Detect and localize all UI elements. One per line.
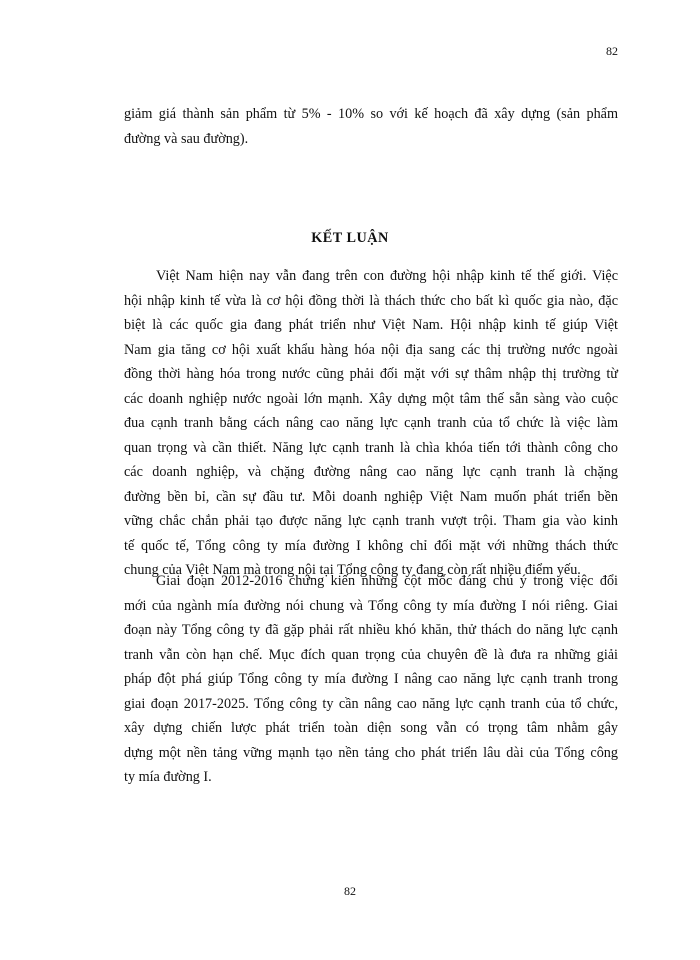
text-line: mới của ngành mía đường nói chung và Tổng công ty mía đường I nói riêng. Giai xyxy=(124,597,618,614)
page-number-bottom: 82 xyxy=(344,884,356,898)
text-line: ty mía đường I. xyxy=(124,769,212,785)
text-line: hội nhập kinh tế vừa là cơ hội đồng thời là thách thức cho bất kì quốc gia nào, đặc xyxy=(124,292,618,309)
text-line: Giai đoạn 2012-2016 chứng kiến những cột mốc đáng chú ý trong việc đổi xyxy=(156,573,618,589)
text-line: xây dựng chiến lược phát triển toàn diện song vẫn có trọng tâm nhằm gây xyxy=(124,720,618,736)
text-line: đường và sau đường). xyxy=(124,130,249,147)
text-line: quan trọng và cần thiết. Năng lực cạnh tranh là chìa khóa tiến tới thành công cho xyxy=(124,439,618,456)
page-number-top: 82 xyxy=(606,44,618,58)
text-line: đoạn này Tổng công ty đã gặp phải rất nhiều khó khăn, thử thách do năng lực cạnh xyxy=(124,622,618,638)
text-line: tranh vẫn còn hạn chế. Mục đích quan trọng của chuyên đề là đưa ra những giải xyxy=(124,646,618,663)
conclusion-paragraph-1 xyxy=(124,264,618,583)
text-line: pháp đột phá giúp Tổng công ty mía đường I nâng cao năng lực cạnh tranh trong xyxy=(124,671,618,687)
text-line: giảm giá thành sản phẩm từ 5% - 10% so với kế hoạch đã xây dựng (sản phẩm xyxy=(124,106,618,122)
text-line: đồng thời hàng hóa trong nước cũng phải đối mặt với sự thâm nhập thị trường từ xyxy=(124,366,618,382)
paragraph-continuation xyxy=(124,102,618,151)
text-line: dựng một nền tảng vững mạnh tạo nền tảng cho phát triển lâu dài của Tổng công xyxy=(124,744,618,761)
text-line: Việt Nam hiện nay vẫn đang trên con đường hội nhập kinh tế thế giới. Việc xyxy=(156,268,618,284)
text-line: đua cạnh tranh bằng cách nâng cao năng lực cạnh tranh của tổ chức là việc làm xyxy=(124,415,618,431)
text-line: biệt là các quốc gia đang phát triển như Việt Nam. Hội nhập kinh tế giúp Việt xyxy=(124,317,618,333)
text-line: tế quốc tế, Tổng công ty mía đường I không chỉ đối mặt với những thách thức xyxy=(124,537,618,554)
conclusion-paragraph-2 xyxy=(124,569,618,790)
text-line: các doanh nghiệp nước ngoài lớn mạnh. Xây dựng một tâm thế sẵn sàng vào cuộc xyxy=(124,390,618,407)
text-line: chung của Việt Nam mà trong nội tại Tổng công ty đang còn rất nhiều điểm yếu. xyxy=(124,562,581,578)
text-line: các doanh nghiệp, và chặng đường nâng cao năng lực cạnh tranh là chặng xyxy=(124,464,618,480)
text-line: giai đoạn 2017-2025. Tổng công ty cần nâng cao năng lực cạnh tranh của tổ chức, xyxy=(124,695,618,712)
section-heading: KẾT LUẬN xyxy=(311,230,389,246)
text-line: vững chắc chắn phải tạo được năng lực cạnh tranh vượt trội. Tham gia vào kinh xyxy=(124,513,618,529)
text-line: đường bền bỉ, cần sự đầu tư. Mỗi doanh nghiệp Việt Nam muốn phát triển bền xyxy=(124,488,618,505)
text-line: Nam gia tăng cơ hội xuất khẩu hàng hóa nội địa sang các thị trường nước ngoài xyxy=(124,341,618,358)
